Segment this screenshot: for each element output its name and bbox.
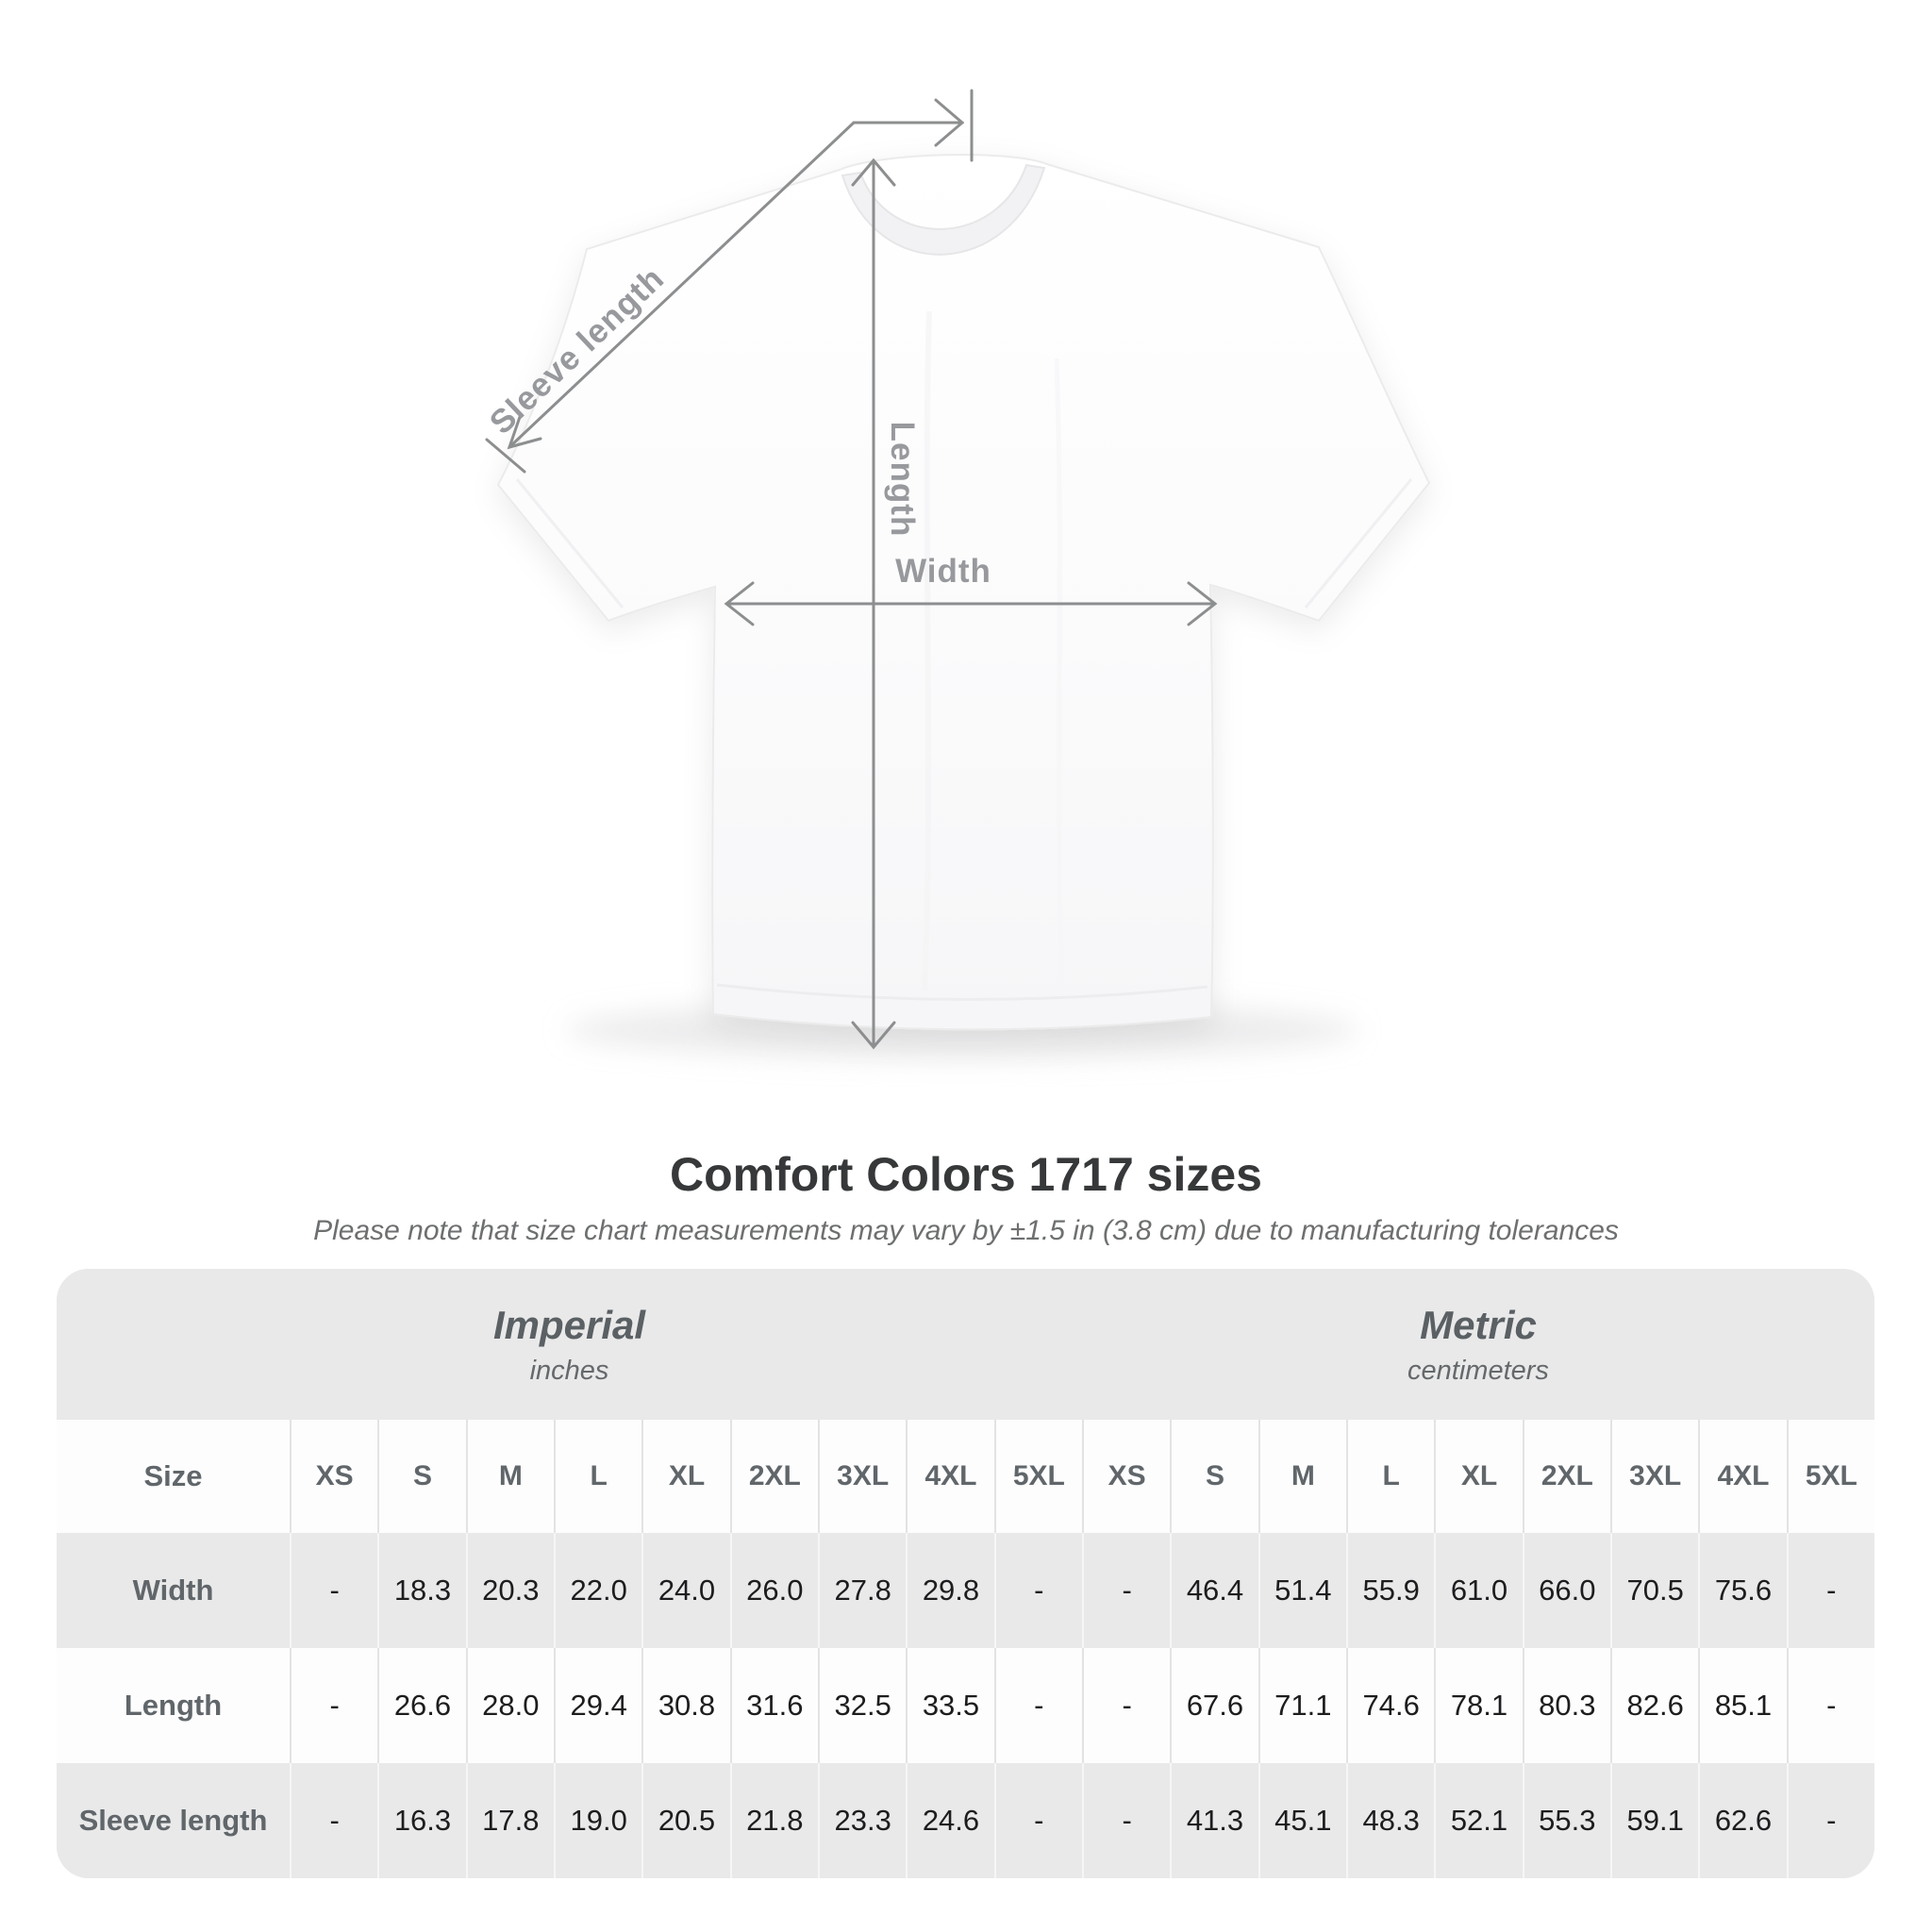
width-label: Width xyxy=(895,553,991,590)
metric-unit-header xyxy=(1082,1269,1874,1420)
value-cell-imperial: 20.3 xyxy=(466,1533,554,1648)
imperial-label: Imperial xyxy=(492,1302,646,1347)
value-cell-imperial: 26.6 xyxy=(377,1648,465,1763)
table-row xyxy=(57,1533,1874,1648)
imperial-unit-header xyxy=(57,1269,1082,1420)
size-col-header-imperial: XL xyxy=(641,1420,729,1533)
metric-unit-label: centimeters xyxy=(1407,1355,1549,1386)
size-col-header-imperial: 4XL xyxy=(906,1420,993,1533)
value-cell-metric: 46.4 xyxy=(1170,1533,1257,1648)
size-col-header-imperial: XS xyxy=(290,1420,377,1533)
value-cell-imperial: 18.3 xyxy=(377,1533,465,1648)
value-cell-metric: 71.1 xyxy=(1258,1648,1346,1763)
value-cell-metric: 66.0 xyxy=(1523,1533,1610,1648)
value-cell-imperial: - xyxy=(994,1763,1082,1878)
value-cell-imperial: 29.8 xyxy=(906,1533,993,1648)
size-header-cell: Size xyxy=(143,1459,203,1492)
value-cell-metric: 48.3 xyxy=(1346,1763,1434,1878)
value-cell-imperial: 31.6 xyxy=(730,1648,818,1763)
value-cell-metric: 75.6 xyxy=(1698,1533,1786,1648)
size-col-header-imperial: M xyxy=(466,1420,554,1533)
value-cell-imperial: 21.8 xyxy=(730,1763,818,1878)
value-cell-metric: 51.4 xyxy=(1258,1533,1346,1648)
value-cell-metric: 78.1 xyxy=(1434,1648,1522,1763)
value-cell-metric: 55.3 xyxy=(1523,1763,1610,1878)
unit-header-band xyxy=(57,1269,1874,1420)
value-cell-imperial: 24.6 xyxy=(906,1763,993,1878)
size-col-header-metric: 4XL xyxy=(1698,1420,1786,1533)
page-title: Comfort Colors 1717 sizes xyxy=(670,1148,1262,1201)
table-rows xyxy=(57,1533,1874,1878)
value-cell-metric: 61.0 xyxy=(1434,1533,1522,1648)
table-row xyxy=(57,1763,1874,1878)
value-cell-imperial: - xyxy=(994,1648,1082,1763)
tolerance-note: Please note that size chart measurements may vary by ±1.5 in (3.8 cm) due to manufacturing tolerances xyxy=(313,1215,1619,1246)
value-cell-metric: - xyxy=(1787,1533,1874,1648)
value-cell-imperial: - xyxy=(290,1648,377,1763)
row-label-cell: Width xyxy=(132,1574,214,1607)
value-cell-imperial: 32.5 xyxy=(818,1648,906,1763)
value-cell-metric: 52.1 xyxy=(1434,1763,1522,1878)
imperial-unit-label: inches xyxy=(529,1355,609,1386)
value-cell-metric: - xyxy=(1082,1648,1170,1763)
value-cell-imperial: 23.3 xyxy=(818,1763,906,1878)
value-cell-imperial: 22.0 xyxy=(554,1533,641,1648)
table-row xyxy=(57,1648,1874,1763)
value-cell-imperial: 29.4 xyxy=(554,1648,641,1763)
value-cell-metric: 41.3 xyxy=(1170,1763,1257,1878)
size-col-header-metric: S xyxy=(1170,1420,1257,1533)
size-col-header-imperial: 5XL xyxy=(994,1420,1082,1533)
sleeve-length-label: Sleeve length xyxy=(482,259,672,441)
size-col-header-metric: 5XL xyxy=(1787,1420,1874,1533)
value-cell-metric: - xyxy=(1787,1763,1874,1878)
value-cell-metric: 82.6 xyxy=(1610,1648,1698,1763)
length-label: Length xyxy=(884,421,921,538)
value-cell-imperial: 17.8 xyxy=(466,1763,554,1878)
value-cell-imperial: 26.0 xyxy=(730,1533,818,1648)
value-cell-metric: 62.6 xyxy=(1698,1763,1786,1878)
value-cell-metric: 80.3 xyxy=(1523,1648,1610,1763)
value-cell-imperial: 30.8 xyxy=(641,1648,729,1763)
value-cell-imperial: - xyxy=(290,1763,377,1878)
value-cell-metric: 74.6 xyxy=(1346,1648,1434,1763)
size-col-header-metric: XS xyxy=(1082,1420,1170,1533)
row-label-cell: Sleeve length xyxy=(78,1804,268,1837)
value-cell-metric: - xyxy=(1082,1533,1170,1648)
size-col-header-metric: 2XL xyxy=(1523,1420,1610,1533)
value-cell-metric: - xyxy=(1787,1648,1874,1763)
value-cell-imperial: 28.0 xyxy=(466,1648,554,1763)
value-cell-imperial: 24.0 xyxy=(641,1533,729,1648)
row-label-cell: Length xyxy=(124,1689,223,1722)
value-cell-imperial: - xyxy=(994,1533,1082,1648)
value-cell-imperial: 27.8 xyxy=(818,1533,906,1648)
value-cell-metric: 55.9 xyxy=(1346,1533,1434,1648)
size-col-header-imperial: 3XL xyxy=(818,1420,906,1533)
size-col-header-metric: L xyxy=(1346,1420,1434,1533)
value-cell-imperial: 16.3 xyxy=(377,1763,465,1878)
value-cell-imperial: - xyxy=(290,1533,377,1648)
value-cell-metric: 59.1 xyxy=(1610,1763,1698,1878)
size-header-row xyxy=(57,1420,1874,1533)
size-col-header-imperial: S xyxy=(377,1420,465,1533)
value-cell-metric: 45.1 xyxy=(1258,1763,1346,1878)
size-col-header-metric: 3XL xyxy=(1610,1420,1698,1533)
size-col-header-imperial: 2XL xyxy=(730,1420,818,1533)
size-col-header-metric: M xyxy=(1258,1420,1346,1533)
value-cell-imperial: 33.5 xyxy=(906,1648,993,1763)
value-cell-metric: - xyxy=(1082,1763,1170,1878)
metric-label: Metric xyxy=(1420,1302,1537,1347)
size-col-header-metric: XL xyxy=(1434,1420,1522,1533)
value-cell-metric: 67.6 xyxy=(1170,1648,1257,1763)
value-cell-imperial: 20.5 xyxy=(641,1763,729,1878)
size-table xyxy=(57,1269,1874,1878)
value-cell-imperial: 19.0 xyxy=(554,1763,641,1878)
value-cell-metric: 70.5 xyxy=(1610,1533,1698,1648)
value-cell-metric: 85.1 xyxy=(1698,1648,1786,1763)
size-col-header-imperial: L xyxy=(554,1420,641,1533)
